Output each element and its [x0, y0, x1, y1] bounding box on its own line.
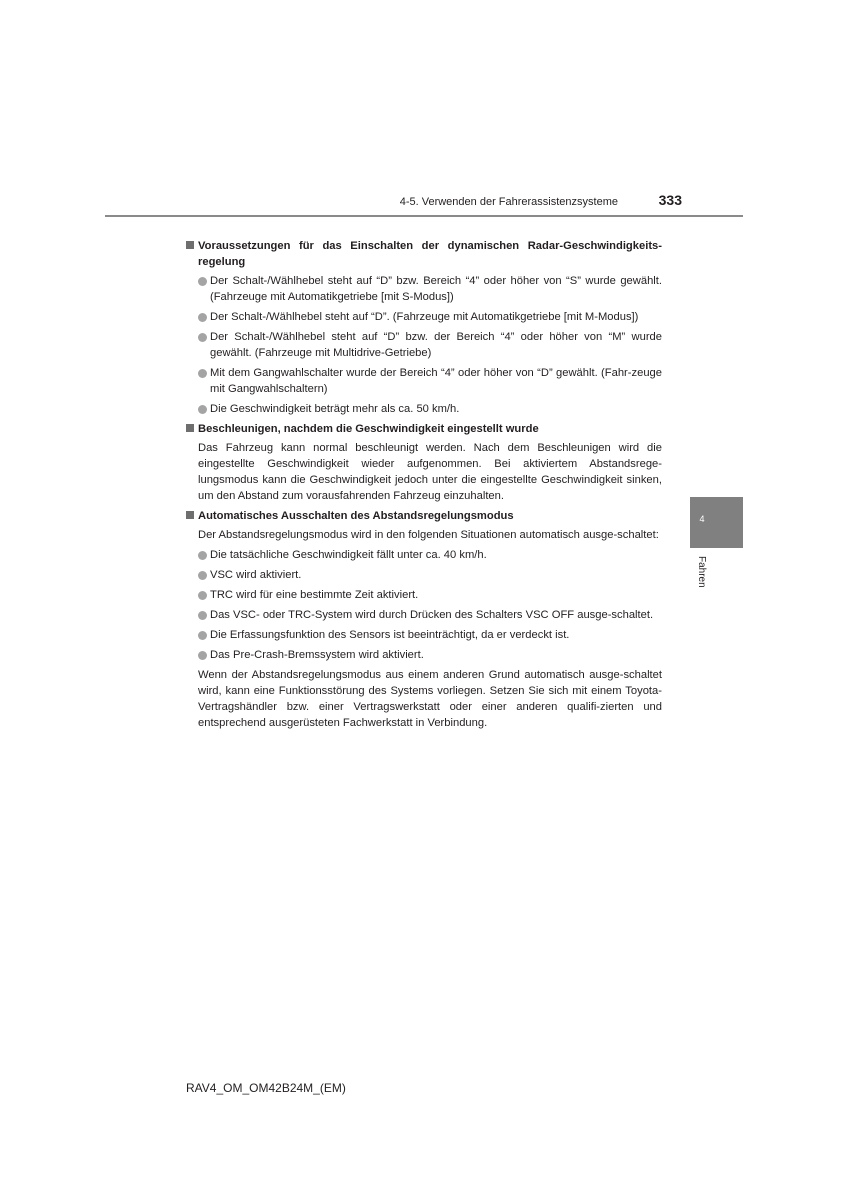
circle-bullet-icon	[198, 277, 207, 286]
list-item	[198, 273, 662, 305]
document-code: RAV4_OM_OM42B24M_(EM)	[186, 1081, 346, 1095]
list-item-text: TRC wird für eine bestimmte Zeit aktiviert.	[210, 589, 419, 601]
list-item-text: Der Schalt-/Wählhebel steht auf “D” bzw. der Bereich “4” oder höher von “M” wurde gewählt. (Fahrzeuge mit Multidrive-Getriebe)	[210, 331, 662, 359]
list-item	[198, 607, 662, 623]
list-item	[198, 365, 662, 397]
section-heading-text: Beschleunigen, nachdem die Geschwindigkeit eingestellt wurde	[198, 423, 539, 435]
list-item-text: Die tatsächliche Geschwindigkeit fällt unter ca. 40 km/h.	[210, 549, 487, 561]
section-heading-text: Automatisches Ausschalten des Abstandsregelungsmodus	[198, 510, 514, 522]
section-heading-activation-conditions	[186, 238, 662, 270]
chapter-tab-number: 4	[699, 514, 705, 524]
list-item-text: Das VSC- oder TRC-System wird durch Drücken des Schalters VSC OFF ausge-schaltet.	[210, 609, 654, 621]
list-item-text: Die Erfassungsfunktion des Sensors ist beeinträchtigt, da er verdeckt ist.	[210, 629, 570, 641]
list-item	[198, 547, 662, 563]
circle-bullet-icon	[198, 571, 207, 580]
square-bullet-icon	[186, 424, 194, 432]
main-content	[186, 238, 662, 735]
circle-bullet-icon	[198, 333, 207, 342]
list-item	[198, 329, 662, 361]
section-heading-automatic-deactivation	[186, 508, 662, 524]
list-item	[198, 401, 662, 417]
list-item	[198, 587, 662, 603]
circle-bullet-icon	[198, 313, 207, 322]
header-title: 4-5. Verwenden der Fahrerassistenzsysteme	[399, 196, 618, 208]
circle-bullet-icon	[198, 591, 207, 600]
list-item-text: Der Schalt-/Wählhebel steht auf “D”. (Fahrzeuge mit Automatikgetriebe [mit M-Modus])	[210, 311, 639, 323]
list-item-text: VSC wird aktiviert.	[210, 569, 302, 581]
circle-bullet-icon	[198, 651, 207, 660]
page-number: 333	[658, 192, 682, 208]
circle-bullet-icon	[198, 551, 207, 560]
body-paragraph: Das Fahrzeug kann normal beschleunigt werden. Nach dem Beschleunigen wird die eingestellte Geschwindigkeit wieder aufgenommen. Bei aktiviertem Abstandsrege-lungsmodus kann die Geschwindigkeit jedoch unter die eingestellte Geschwindigkeit sinken, um den Abstand zum vorausfahrenden Fahrzeug einzuhalten.	[198, 442, 662, 502]
circle-bullet-icon	[198, 631, 207, 640]
list-item-text: Der Schalt-/Wählhebel steht auf “D” bzw. Bereich “4” oder höher von “S” wurde gewählt. (Fahrzeuge mit Automatikgetriebe [mit S-Modus])	[210, 275, 662, 303]
square-bullet-icon	[186, 511, 194, 519]
chapter-tab-label: Fahren	[696, 556, 707, 588]
list-item-text: Die Geschwindigkeit beträgt mehr als ca. 50 km/h.	[210, 403, 460, 415]
list-item-text: Das Pre-Crash-Bremssystem wird aktiviert.	[210, 649, 424, 661]
list-item	[198, 627, 662, 643]
intro-paragraph: Der Abstandsregelungsmodus wird in den folgenden Situationen automatisch ausge-schaltet:	[198, 529, 659, 541]
circle-bullet-icon	[198, 405, 207, 414]
circle-bullet-icon	[198, 611, 207, 620]
list-item	[198, 647, 662, 663]
closing-paragraph: Wenn der Abstandsregelungsmodus aus einem anderen Grund automatisch ausge-schaltet wird, kann eine Funktionsstörung des Systems vorliegen. Setzen Sie sich mit einem Toyota-Vertragshändler bzw. einer Vertragswerkstatt oder einer anderen qualifi-zierten und entsprechend ausgerüsteten Fachwerkstatt in Verbindung.	[198, 669, 662, 729]
section-heading-text: Voraussetzungen für das Einschalten der dynamischen Radar-Geschwindigkeits-regelung	[198, 240, 662, 268]
square-bullet-icon	[186, 241, 194, 249]
header-divider	[105, 215, 743, 217]
circle-bullet-icon	[198, 369, 207, 378]
section-heading-acceleration	[186, 421, 662, 437]
list-item-text: Mit dem Gangwahlschalter wurde der Bereich “4” oder höher von “D” gewählt. (Fahr-zeuge mit Gangwahlschaltern)	[210, 367, 662, 395]
list-item	[198, 309, 662, 325]
list-item	[198, 567, 662, 583]
